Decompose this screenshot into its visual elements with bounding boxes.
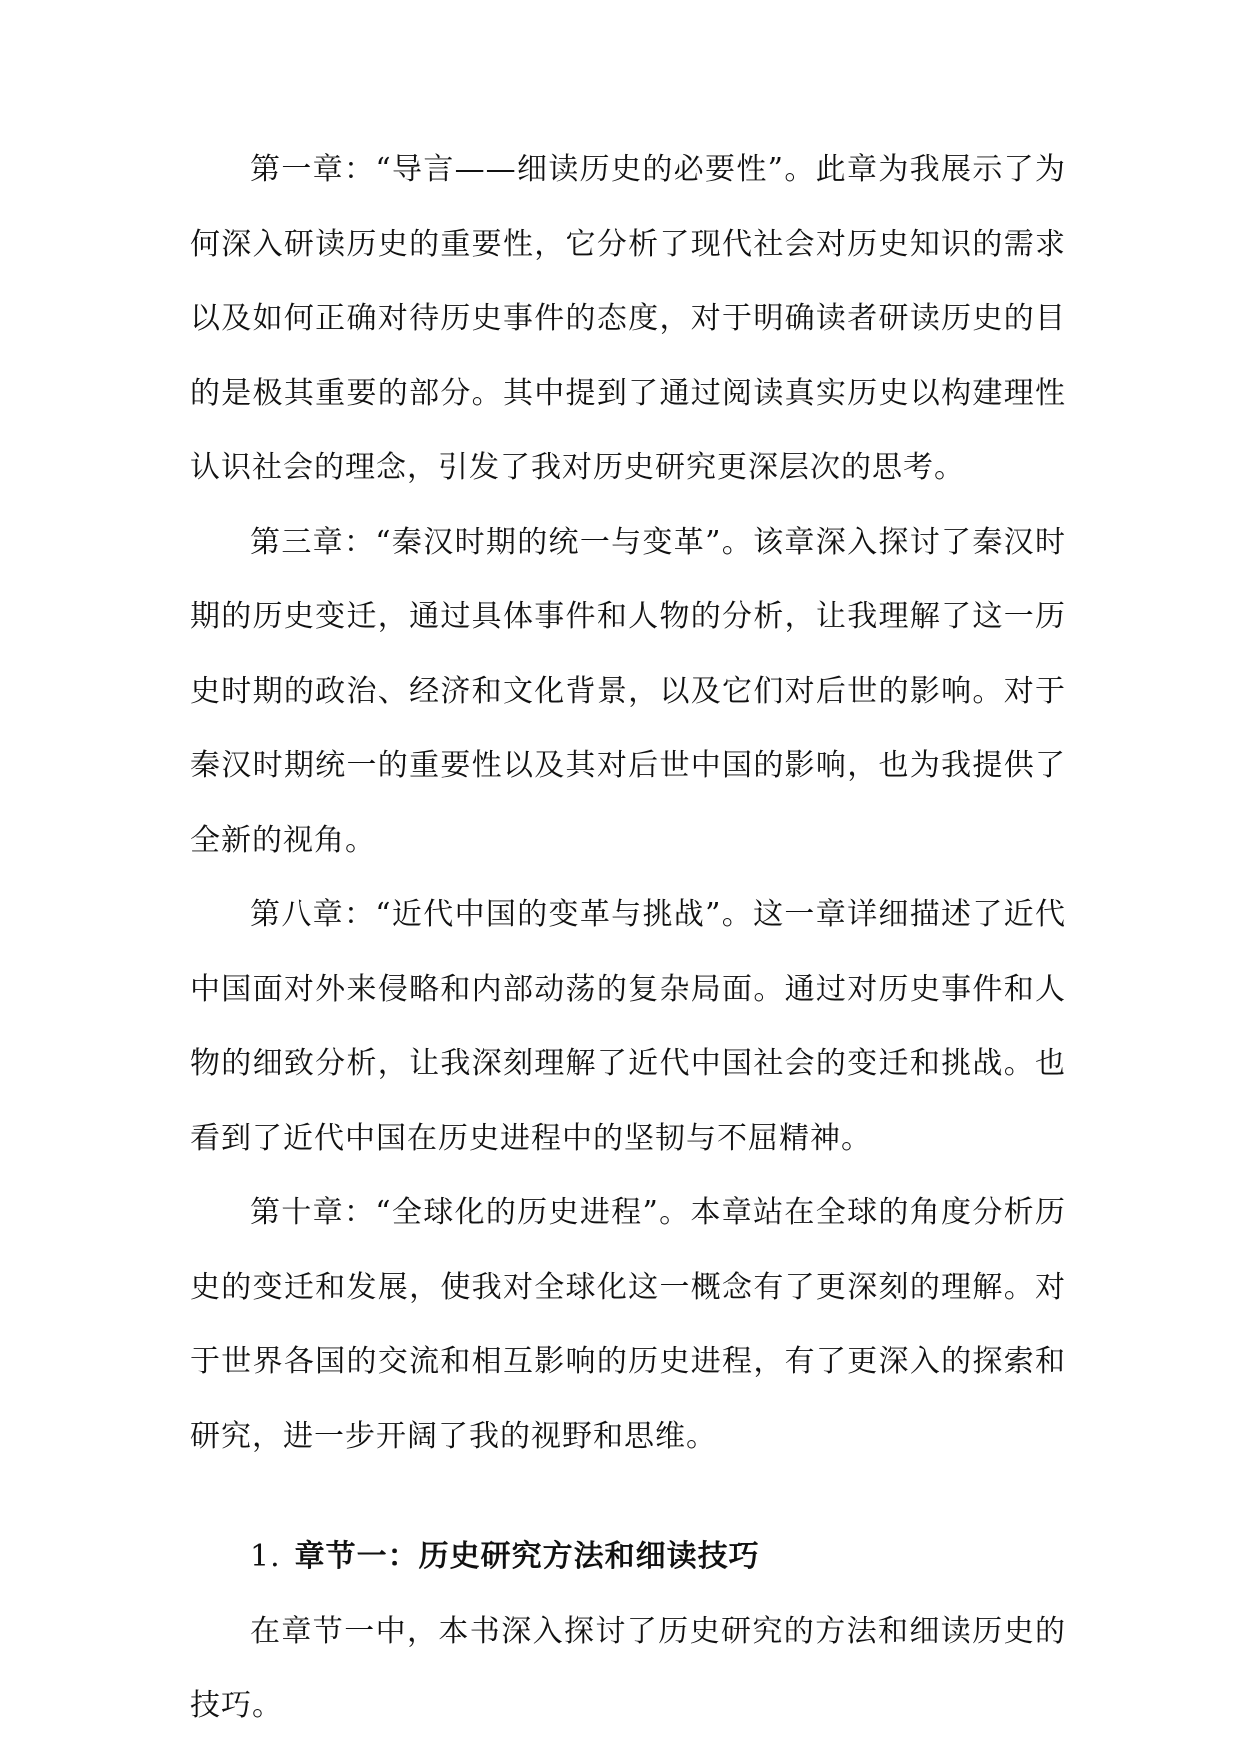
section-title: 章节一：历史研究方法和细读技巧 bbox=[294, 1539, 760, 1574]
section-heading bbox=[190, 1520, 1066, 1595]
paragraph-chapter-3: 第三章：“秦汉时期的统一与变革”。该章深入探讨了秦汉时期的历史变迁，通过具体事件和人物的分析，让我理解了这一历史时期的政治、经济和文化背景，以及它们对后世的影响。对于秦汉时期统一的重要性以及其对后世中国的影响，也为我提供了全新的视角。 bbox=[190, 524, 1066, 858]
paragraph-chapter-1: 第一章：“导言——细读历史的必要性”。此章为我展示了为何深入研读历史的重要性，它分析了现代社会对历史知识的需求以及如何正确对待历史事件的态度，对于明确读者研读历史的目的是极其重要的部分。其中提到了通过阅读真实历史以构建理性认识社会的理念，引发了我对历史研究更深层次的思考。 bbox=[190, 152, 1066, 485]
paragraph-chapter-8: 第八章：“近代中国的变革与挑战”。这一章详细描述了近代中国面对外来侵略和内部动荡的复杂局面。通过对历史事件和人物的细致分析，让我深刻理解了近代中国社会的变迁和挑战。也看到了近代中国在历史进程中的坚韧与不屈精神。 bbox=[190, 897, 1066, 1156]
document-page bbox=[190, 133, 1066, 1744]
paragraph-chapter-10: 第十章：“全球化的历史进程”。本章站在全球的角度分析历史的变迁和发展，使我对全球化这一概念有了更深刻的理解。对于世界各国的交流和相互影响的历史进程，有了更深入的探索和研究，进一步开阔了我的视野和思维。 bbox=[190, 1195, 1066, 1454]
section-paragraph: 在章节一中，本书深入探讨了历史研究的方法和细读历史的技巧。 bbox=[190, 1613, 1066, 1723]
section-number: 1. bbox=[250, 1539, 281, 1574]
